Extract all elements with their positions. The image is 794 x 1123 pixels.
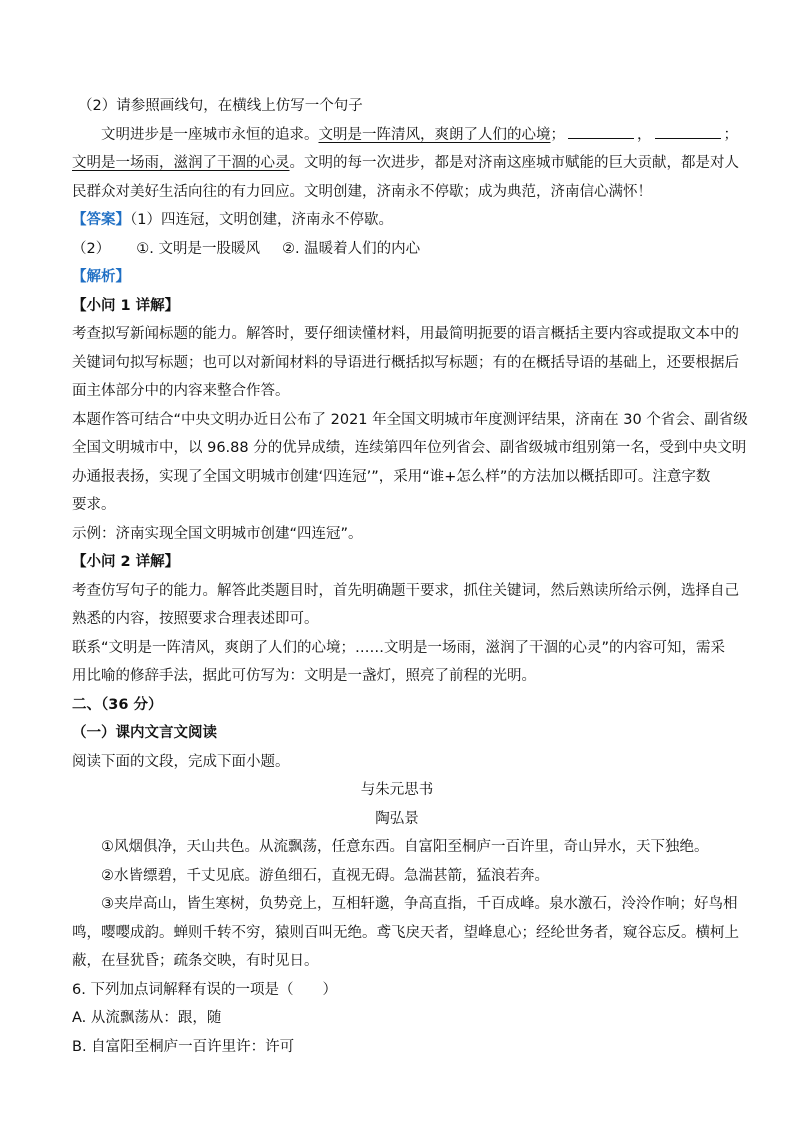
section-heading: 二、（36 分） [72, 696, 163, 713]
answer-1: （1）四连冠，文明创建，济南永不停歇。 [130, 212, 393, 228]
imitation-text-line-3: 民群众对美好生活向往的有力回应。文明创建，济南永不停歇；成为典范，济南信心满怀！ [72, 183, 652, 200]
answer-line-1 [72, 206, 722, 235]
sub1-p1-line: 考查拟写新闻标题的能力。解答时，要仔细读懂材料，用最简明扼要的语言概括主要内容或提取文本中的 [72, 326, 739, 342]
sub2-p2-line: 用比喻的修辞手法，据此可仿写为：文明是一盏灯，照亮了前程的光明。 [72, 668, 536, 684]
sub1-p1-line: 面主体部分中的内容来整合作答。 [72, 383, 290, 399]
sub1-p2-line: 本题作答可结合“中央文明办近日公布了 2021 年全国文明城市年度测评结果，济南在 30 个省会、副省级 [72, 411, 748, 428]
analysis-tag: 【解析】 [72, 269, 130, 285]
passage-author: 陶弘景 [375, 810, 419, 827]
sub2-p1-line: 考查仿写句子的能力。解答此类题目时，首先明确题干要求，抓住关键词，然后熟读所给示例，选择自己 [72, 582, 739, 599]
sub1-p1-line: 关键词句拟写标题；也可以对新闻材料的导语进行概括拟写标题；有的在概括导语的基础上，还要根据后 [72, 354, 739, 371]
answer-tag: 【答案】 [72, 212, 130, 228]
question-prompt: （2）请参照画线句，在横线上仿写一个句子 [78, 98, 363, 114]
text-span: 文明进步是一座城市永恒的追求。 [101, 126, 319, 143]
sub1-p2-line: 要求。 [72, 497, 116, 513]
fill-blank-2[interactable] [655, 123, 721, 139]
passage-title: 与朱元思书 [360, 782, 434, 798]
answer-2-ii: ②. 温暖着人们的内心 [281, 240, 421, 257]
fill-blank-1[interactable] [568, 123, 634, 139]
subquestion-2-tag: 【小问 2 详解】 [72, 554, 180, 570]
question-6-stem: 6. 下列加点词解释有误的一项是（ ） [72, 981, 337, 998]
punctuation: ； [550, 126, 565, 143]
sub1-example: 示例：济南实现全国文明城市创建“四连冠”。 [72, 525, 363, 542]
underlined-sentence: 文明是一阵清风，爽朗了人们的心境 [318, 126, 551, 143]
sub2-p1-line: 熟悉的内容，按照要求合理表述即可。 [72, 611, 319, 627]
sub2-p2-line: 联系“文明是一阵清风，爽朗了人们的心境；……文明是一场雨，滋润了干涸的心灵”的内容可知，需采 [72, 639, 726, 656]
passage-paragraph-1: ①风烟俱净，天山共色。从流飘荡，任意东西。自富阳至桐庐一百许里，奇山异水，天下独绝。 [101, 839, 709, 855]
document-content [72, 92, 748, 1061]
punctuation: ， [637, 126, 652, 143]
sub1-p2-line: 全国文明城市中，以 96.88 分的优异成绩，连续第四年位列省会、副省级城市组别第一名，受到中央文明 [72, 440, 747, 456]
subsection-heading: （一）课内文言文阅读 [72, 725, 217, 741]
sub1-p2-line: 办通报表扬，实现了全国文明城市创建‘四连冠’”，采用“谁+怎么样”的方法加以概括即可。注意字数 [72, 468, 711, 485]
underlined-sentence: 文明是一场雨，滋润了干涸的心灵 [72, 155, 290, 171]
instruction: 阅读下面的文段，完成下面小题。 [72, 753, 290, 770]
passage-paragraph-3-line: ③夹岸高山，皆生寒树，负势竞上，互相轩邈，争高直指，千百成峰。泉水激石，泠泠作响；好鸟相 [101, 896, 738, 912]
answer-2-number: （2） [72, 240, 111, 257]
passage-paragraph-2: ②水皆缥碧，千丈见底。游鱼细石，直视无碍。急湍甚箭，猛浪若奔。 [101, 867, 549, 884]
answer-line-2 [72, 235, 722, 264]
passage-paragraph-3-line: 鸣，嘤嘤成韵。蝉则千转不穷，猿则百叫无绝。鸢飞戾天者，望峰息心；经纶世务者，窥谷忘反。横柯上 [72, 924, 739, 941]
question-6-option-b[interactable]: B. 自富阳至桐庐一百许里许：许可 [72, 1038, 295, 1055]
passage-paragraph-3-line: 蔽，在昼犹昏；疏条交映，有时见日。 [72, 953, 319, 969]
text-span: 。文明的每一次进步，都是对济南这座城市赋能的巨大贡献，都是对人 [289, 155, 739, 171]
imitation-text-line-1 [72, 121, 738, 150]
question-6-option-a[interactable]: A. 从流飘荡从：跟，随 [72, 1010, 222, 1026]
punctuation: ； [723, 126, 738, 143]
subquestion-1-tag: 【小问 1 详解】 [72, 297, 180, 314]
imitation-text-line-2 [72, 149, 739, 178]
answer-2-i: ①. 文明是一股暖风 [136, 240, 260, 257]
